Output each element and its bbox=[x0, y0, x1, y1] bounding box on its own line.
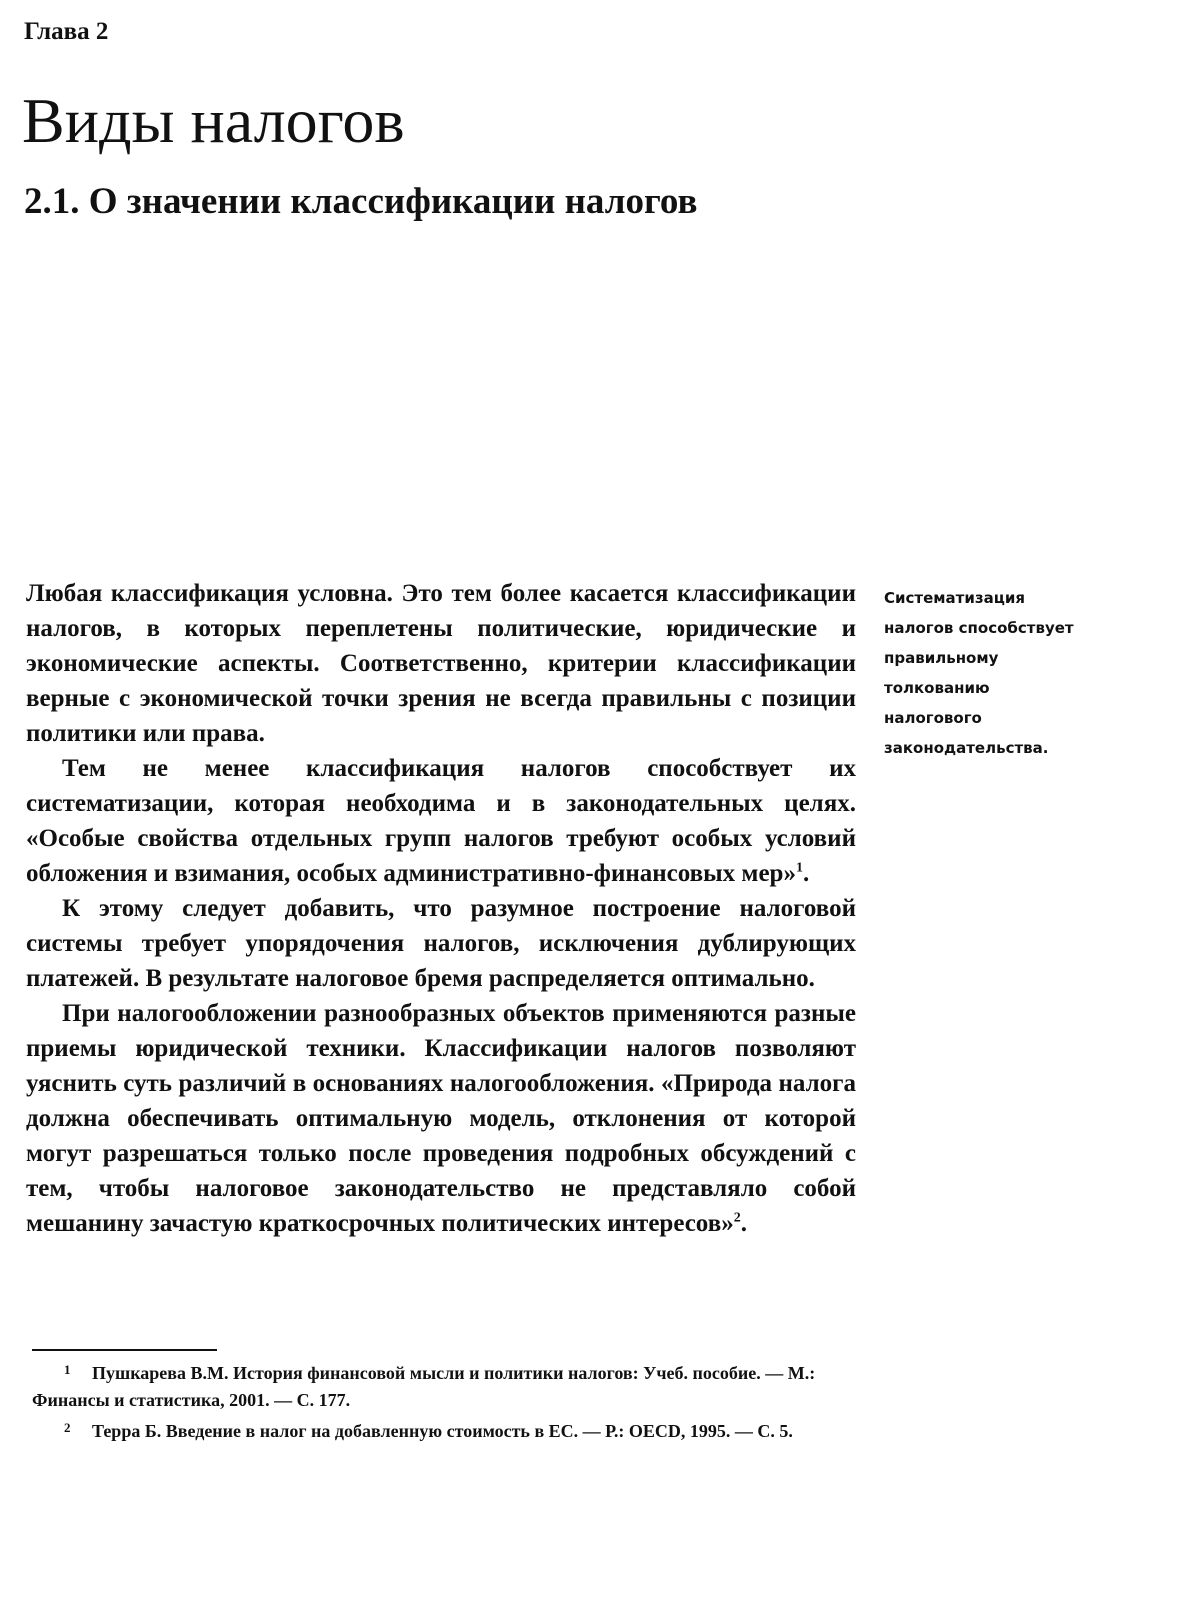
footnote-ref[interactable]: 1 bbox=[795, 860, 803, 876]
paragraph bbox=[26, 576, 856, 751]
footnote-text: Терра Б. Введение в налог на добавленную стоимость в ЕС. — Р.: OECD, 1995. — С. 5. bbox=[92, 1421, 793, 1441]
paragraph-text: При налогообложении разнообразных объектов применяются разные приемы юридической техники. Классификации налогов позволяют уяснить суть различий в основаниях налогообложения. «Природа налога должна обеспечивать оптимальную модель, отклонения от которой могут разрешаться только после проведения подробных обсуждений с тем, чтобы налоговое законодательство не представляло собой мешанину зачастую краткосрочных политических интересов» bbox=[26, 1000, 856, 1237]
footnotes bbox=[32, 1356, 858, 1445]
paragraph bbox=[26, 891, 856, 996]
paragraph-text: Любая классификация условна. Это тем более касается классификации налогов, в которых переплетены политические, юридические и экономические аспекты. Соответственно, критерии классификации верные с экономической точки зрения не всегда правильны с позиции политики или права. bbox=[26, 580, 856, 747]
margin-note: Систематизация налогов способствует правильному толкованию налогового законодательства. bbox=[884, 589, 1074, 757]
footnote-text: Пушкарева В.М. История финансовой мысли и политики налогов: Учеб. пособие. — М.: Финансы и статистика, 2001. — С. 177. bbox=[32, 1363, 816, 1410]
paragraph-tail: . bbox=[802, 860, 810, 887]
body-text bbox=[26, 576, 856, 1241]
footnote-divider bbox=[32, 1349, 217, 1351]
paragraph-text: Тем не менее классификация налогов способствует их систематизации, которая необходима и в законодательных целях. «Особые свойства отдельных групп налогов требуют особых условий обложения и взимания, особых административно-финансовых мер» bbox=[26, 755, 856, 887]
chapter-title: Виды налогов bbox=[22, 85, 405, 156]
footnote-number: 1 bbox=[64, 1362, 71, 1377]
paragraph bbox=[26, 751, 856, 891]
footnote bbox=[32, 1414, 858, 1445]
chapter-label: Глава 2 bbox=[24, 18, 109, 45]
footnote bbox=[32, 1356, 858, 1414]
footnote-ref[interactable]: 2 bbox=[733, 1210, 741, 1226]
paragraph-tail: . bbox=[740, 1210, 747, 1237]
paragraph bbox=[26, 996, 856, 1241]
section-title: 2.1. О значении классификации налогов bbox=[24, 181, 698, 222]
footnote-number: 2 bbox=[64, 1420, 71, 1435]
paragraph-text: К этому следует добавить, что разумное построение налоговой системы требует упорядочения налогов, исключения дублирующих платежей. В результате налоговое бремя распределяется оптимально. bbox=[26, 895, 856, 992]
